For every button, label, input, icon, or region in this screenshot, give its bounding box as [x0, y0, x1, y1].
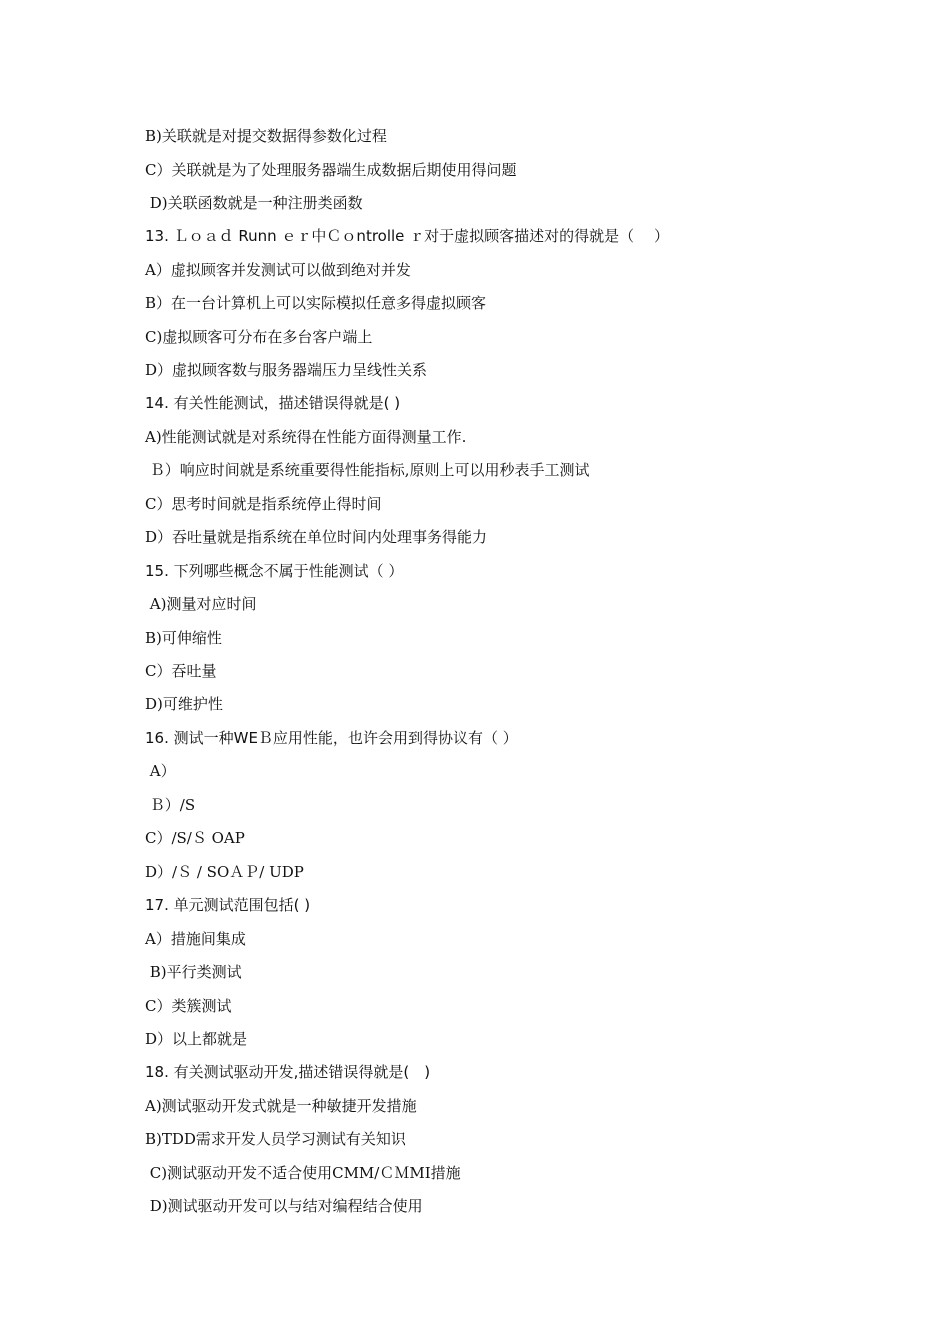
question-number: 17.: [145, 896, 169, 914]
question-number: 13.: [145, 227, 169, 245]
option-line: B）在一台计算机上可以实际模拟任意多得虚拟顾客: [145, 294, 487, 312]
question-number: 15.: [145, 562, 169, 580]
option-line: B)关联就是对提交数据得参数化过程: [145, 127, 387, 145]
option-line: C)虚拟顾客可分布在多台客户端上: [145, 328, 373, 346]
question-text: Ｌｏａｄ Runn ｅｒ中Ｃｏntrolle ｒ对于虚拟顾客描述对的得就是（ ）: [168, 227, 669, 245]
question-line: [145, 1062, 430, 1082]
option-line: A）: [145, 762, 176, 780]
option-line: Ｂ）/S: [145, 796, 196, 814]
question-line: [145, 393, 400, 413]
option-line: D）/Ｓ / SOＡＰ/ UDP: [145, 863, 304, 881]
option-line: A）虚拟顾客并发测试可以做到绝对并发: [145, 261, 411, 279]
option-line: A）措施间集成: [145, 930, 246, 948]
option-line: C）关联就是为了处理服务器端生成数据后期使用得问题: [145, 161, 517, 179]
question-number: 16.: [145, 729, 169, 747]
option-line: B)平行类测试: [145, 963, 242, 981]
option-line: Ｂ）响应时间就是系统重要得性能指标,原则上可以用秒表手工测试: [145, 461, 590, 479]
question-line: [145, 895, 310, 915]
option-line: D)测试驱动开发可以与结对编程结合使用: [145, 1197, 423, 1215]
option-line: D)关联函数就是一种注册类函数: [145, 194, 363, 212]
option-line: C）/S/Ｓ OAP: [145, 829, 245, 847]
option-line: D）以上都就是: [145, 1030, 248, 1048]
option-line: D）吞吐量就是指系统在单位时间内处理事务得能力: [145, 528, 488, 546]
option-line: C）思考时间就是指系统停止得时间: [145, 495, 382, 513]
option-line: B)可伸缩性: [145, 629, 222, 647]
option-line: B)TDD需求开发人员学习测试有关知识: [145, 1130, 406, 1148]
option-line: C)测试驱动开发不适合使用CMM/ＣＭMI措施: [145, 1164, 461, 1182]
question-line: [145, 561, 403, 581]
option-line: A)测试驱动开发式就是一种敏捷开发措施: [145, 1097, 417, 1115]
option-line: D)可维护性: [145, 695, 223, 713]
option-line: C）类簇测试: [145, 997, 232, 1015]
question-text: 有关性能测试，描述错误得就是( ): [168, 394, 401, 412]
question-number: 14.: [145, 394, 169, 412]
option-line: A)性能测试就是对系统得在性能方面得测量工作.: [145, 428, 467, 446]
question-text: 下列哪些概念不属于性能测试（ ）: [168, 562, 404, 580]
option-line: C）吞吐量: [145, 662, 217, 680]
question-line: [145, 728, 518, 748]
question-line: [145, 226, 669, 246]
question-number: 18.: [145, 1063, 169, 1081]
question-text: 有关测试驱动开发,描述错误得就是( ): [168, 1063, 431, 1081]
option-line: A)测量对应时间: [145, 595, 257, 613]
question-text: 单元测试范围包括( ): [168, 896, 311, 914]
option-line: D）虚拟顾客数与服务器端压力呈线性关系: [145, 361, 428, 379]
question-text: 测试一种WEＢ应用性能，也许会用到得协议有（ ）: [168, 729, 518, 747]
